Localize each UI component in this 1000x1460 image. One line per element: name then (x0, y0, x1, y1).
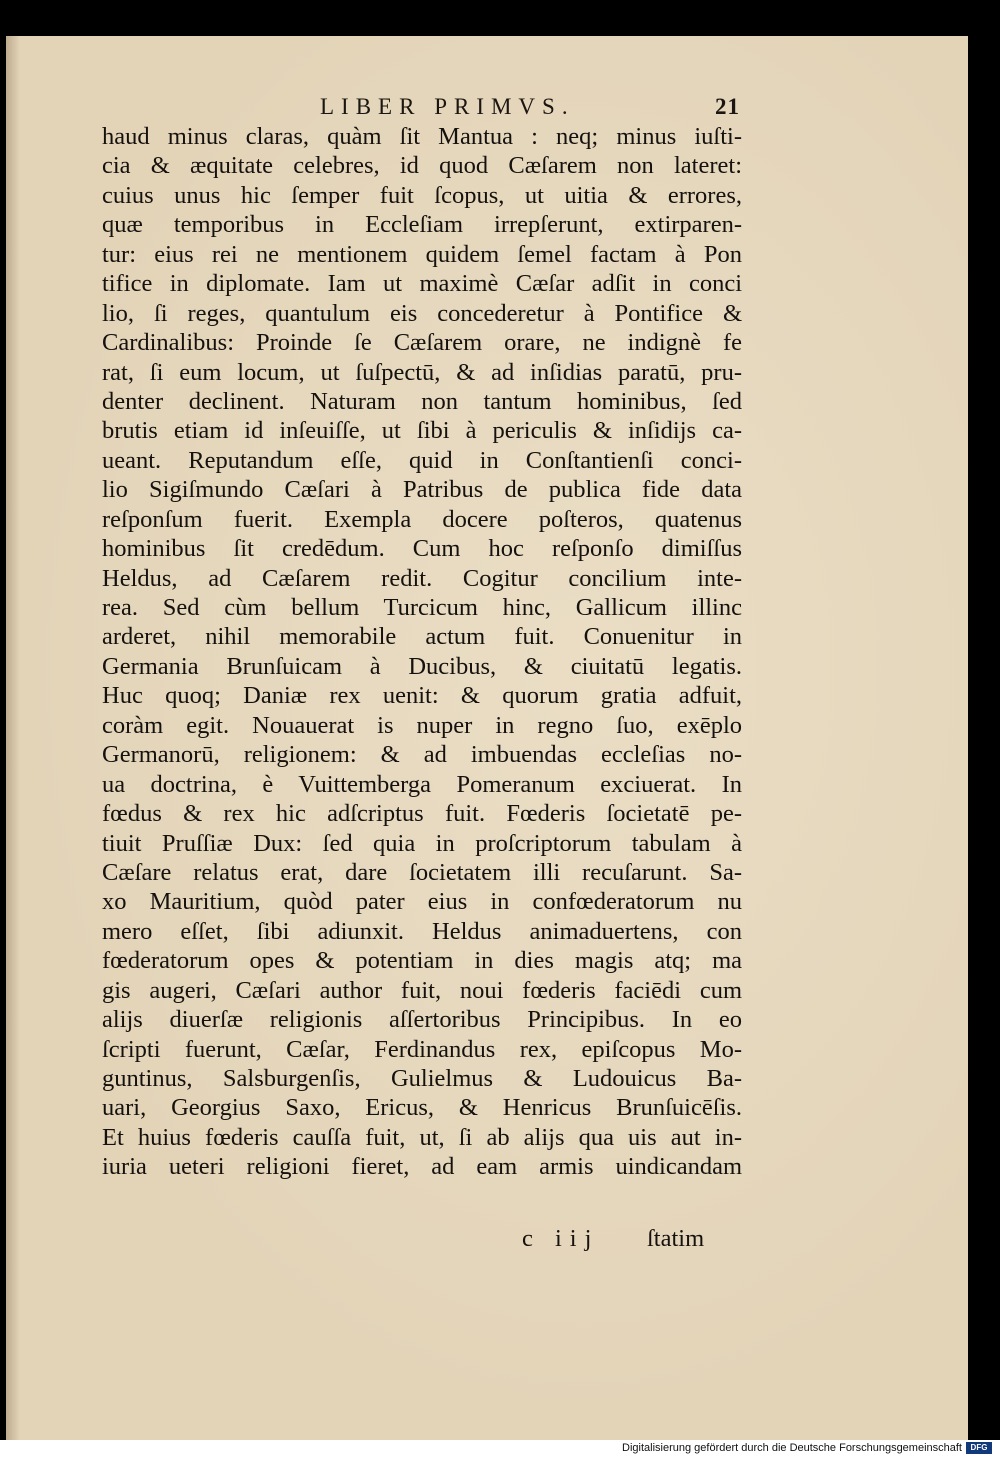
text-line: Cardinalibus: Proinde ſe Cæſarem orare, ne indignè fe (102, 329, 742, 357)
text-line: tiuit Pruſſiæ Dux: ſed quia in proſcriptorum tabulam à (102, 829, 742, 857)
text-line: Huc quoq; Daniæ rex uenit: & quorum gratia adfuit, (102, 682, 742, 710)
footer-divider (0, 1456, 1000, 1460)
text-line: denter declinent. Naturam non tantum hominibus, ſed (102, 387, 742, 415)
text-line: quæ temporibus in Eccleſiam irrepſerunt, extirparen- (102, 211, 742, 239)
text-line: rea. Sed cùm bellum Turcicum hinc, Gallicum illinc (102, 594, 742, 621)
text-line: Et huius fœderis cauſſa fuit, ut, ſi ab alijs qua uis aut in- (102, 1123, 742, 1151)
text-line: ueant. Reputandum eſſe, quid in Conſtantienſi conci- (102, 446, 742, 474)
catchline (102, 1225, 742, 1255)
text-line: Germania Brunſuicam à Ducibus, & ciuitatū legatis. (102, 652, 742, 680)
text-line: hominibus ſit credēdum. Cum hoc reſponſo dimiſſus (102, 535, 742, 563)
text-line: lio Sigiſmundo Cæſari à Patribus de publica fide data (102, 476, 742, 504)
text-line: Heldus, ad Cæſarem redit. Cogitur concilium inte- (102, 564, 742, 592)
text-line: alijs diuerſæ religionis aſſertoribus Principibus. In eo (102, 1006, 742, 1034)
dfg-logo-icon: DFG (966, 1442, 992, 1454)
text-line: gis augeri, Cæſari author fuit, noui fœderis faciēdi cum (102, 976, 742, 1004)
text-line: cuius unus hic ſemper fuit ſcopus, ut uitia & errores, (102, 181, 742, 209)
text-line: uari, Georgius Saxo, Ericus, & Henricus Brunſuicēſis. (102, 1094, 742, 1122)
text-line: tur: eius rei ne mentionem quidem ſemel factam à Pon (102, 240, 742, 268)
text-line: fœderatorum opes & potentiam in dies magis atq; ma (102, 947, 742, 975)
text-line: Germanorū, religionem: & ad imbuendas eccleſias no- (102, 741, 742, 769)
text-line: ua doctrina, è Vuittemberga Pomeranum exciuerat. In (102, 770, 742, 798)
running-head-title: LIBER PRIMVS. (320, 94, 575, 119)
text-line: mero eſſet, ſibi adiunxit. Heldus animaduertens, con (102, 917, 742, 945)
text-line: cia & æquitate celebres, id quod Cæſarem non lateret: (102, 152, 742, 180)
funding-credit: Digitalisierung gefördert durch die Deutsche Forschungsgemeinschaft (622, 1442, 962, 1454)
text-line: reſponſum fuerit. Exempla docere poſteros, quatenus (102, 505, 742, 533)
text-line: haud minus claras, quàm ſit Mantua : neq; minus iuſti- (102, 123, 742, 150)
text-line: guntinus, Salsburgenſis, Gulielmus & Ludouicus Ba- (102, 1065, 742, 1092)
text-line: arderet, nihil memorabile actum fuit. Conuenitur in (102, 623, 742, 651)
signature-mark: c iij (522, 1225, 600, 1252)
text-line: tifice in diplomate. Iam ut maximè Cæſar adſit in conci (102, 270, 742, 298)
text-block (102, 122, 742, 1182)
text-line: xo Mauritium, quòd pater eius in confœderatorum nu (102, 888, 742, 916)
text-line: brutis etiam id inſeuiſſe, ut ſibi à periculis & inſidijs ca- (102, 417, 742, 445)
text-line: coràm egit. Nouauerat is nuper in regno ſuo, exēplo (102, 711, 742, 739)
running-head (320, 94, 740, 124)
page-number: 21 (715, 94, 740, 119)
catchword: ſtatim (647, 1225, 705, 1252)
digitization-footer (0, 1440, 1000, 1456)
text-line: lio, ſi reges, quantulum eis concederetur à Pontifice & (102, 299, 742, 327)
text-line: Cæſare relatus erat, dare ſocietatem illi recuſarunt. Sa- (102, 858, 742, 886)
text-line: rat, ſi eum locum, ut ſuſpectū, & ad inſidias paratū, pru- (102, 358, 742, 386)
text-line: fœdus & rex hic adſcriptus fuit. Fœderis ſocietatē pe- (102, 800, 742, 828)
text-line: iuria ueteri religioni fieret, ad eam armis uindicandam (102, 1153, 742, 1181)
text-line: ſcripti fuerunt, Cæſar, Ferdinandus rex, epiſcopus Mo- (102, 1035, 742, 1063)
